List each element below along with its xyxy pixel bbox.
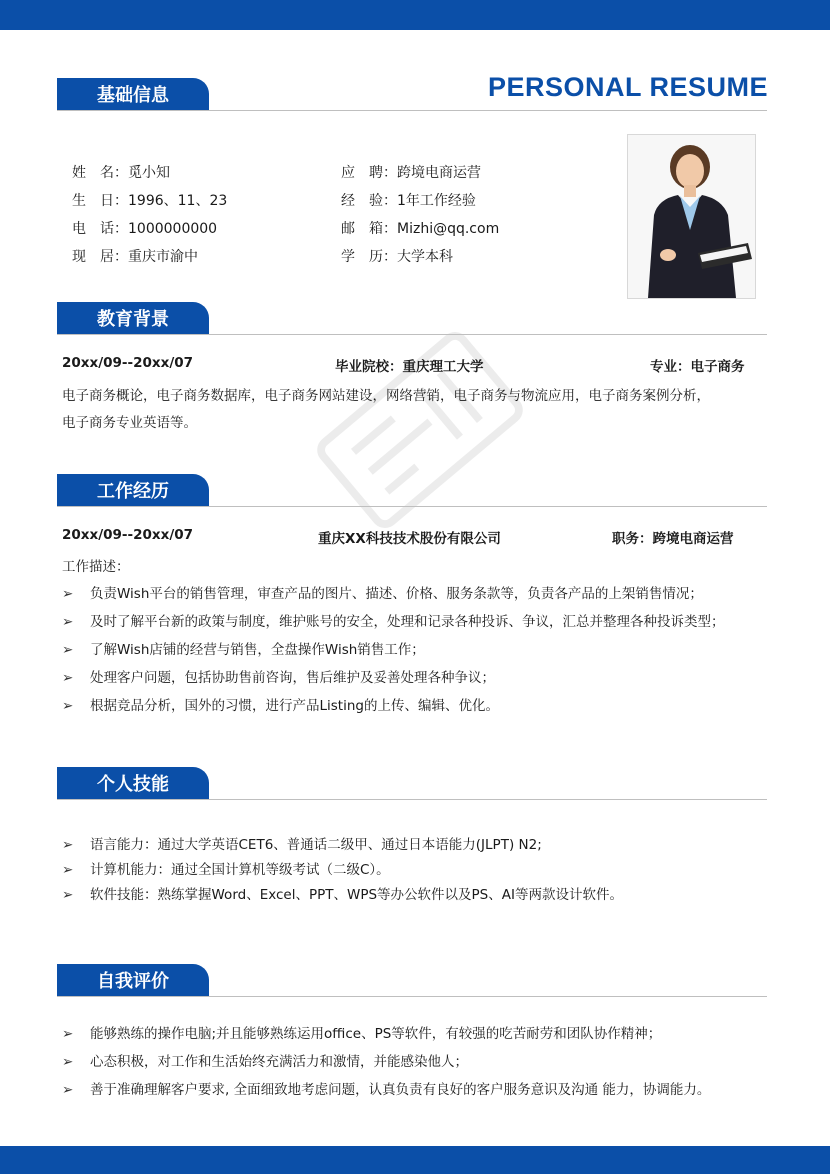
list-item [62, 666, 495, 686]
section-title-education: 教育背景 [57, 302, 209, 334]
list-item [62, 582, 703, 602]
section-divider [57, 506, 767, 507]
person-avatar-icon [628, 135, 755, 298]
list-item [62, 1050, 468, 1070]
bottom-accent-bar [0, 1146, 830, 1174]
arrow-bullet-icon: ➢ [62, 1054, 74, 1070]
section-divider [57, 799, 767, 800]
arrow-bullet-icon: ➢ [62, 698, 74, 714]
info-label: 现 居： [72, 249, 128, 265]
education-period: 20xx/09--20xx/07 [62, 355, 194, 371]
list-item [62, 1022, 661, 1042]
info-value: 觅小知 [128, 165, 170, 181]
list-item-text: 计算机能力：通过全国计算机等级考试（二级C）。 [90, 862, 390, 878]
section-divider [57, 334, 767, 335]
list-item-text: 心态积极，对工作和生活始终充满活力和激情，并能感染他人； [90, 1054, 468, 1070]
arrow-bullet-icon: ➢ [62, 586, 74, 602]
info-value: 跨境电商运营 [397, 165, 481, 181]
section-skills [57, 767, 767, 801]
arrow-bullet-icon: ➢ [62, 1082, 74, 1098]
info-value: 1000000000 [128, 221, 218, 237]
info-label: 生 日： [72, 193, 128, 209]
work-company: 重庆XX科技技术股份有限公司 [318, 531, 501, 547]
work-period: 20xx/09--20xx/07 [62, 527, 194, 543]
list-item [62, 638, 425, 658]
info-email [341, 218, 499, 238]
section-divider [57, 110, 767, 111]
list-item [62, 610, 725, 630]
info-birth [72, 190, 227, 210]
arrow-bullet-icon: ➢ [62, 670, 74, 686]
section-self-evaluation [57, 964, 767, 998]
section-title-work: 工作经历 [57, 474, 209, 506]
list-item-text: 了解Wish店铺的经营与销售，全盘操作Wish销售工作； [90, 642, 425, 658]
arrow-bullet-icon: ➢ [62, 862, 74, 878]
list-item-text: 能够熟练的操作电脑;并且能够熟练运用office、PS等软件，有较强的吃苦耐劳和团队协作精神； [90, 1026, 662, 1042]
resume-title: PERSONAL RESUME [487, 72, 768, 102]
section-title-basic: 基础信息 [57, 78, 209, 110]
section-title-skills: 个人技能 [57, 767, 209, 799]
section-divider [57, 996, 767, 997]
info-address [72, 246, 198, 266]
list-item [62, 1078, 710, 1098]
list-item-text: 负责Wish平台的销售管理，审查产品的图片、描述、价格、服务条款等，负责各产品的上架销售情况； [90, 586, 703, 602]
info-value: Mizhi@qq.com [397, 221, 500, 237]
arrow-bullet-icon: ➢ [62, 1026, 74, 1042]
education-major: 专业：电子商务 [650, 359, 745, 375]
info-label: 姓 名： [72, 165, 128, 181]
watermark-icon [290, 300, 550, 560]
list-item [62, 883, 623, 903]
info-education [341, 246, 453, 266]
info-label: 电 话： [72, 221, 128, 237]
list-item [62, 694, 499, 714]
arrow-bullet-icon: ➢ [62, 837, 74, 853]
top-accent-bar [0, 0, 830, 30]
arrow-bullet-icon: ➢ [62, 887, 74, 903]
info-name [72, 162, 170, 182]
list-item-text: 根据竞品分析，国外的习惯，进行产品Listing的上传、编辑、优化。 [90, 698, 499, 714]
info-label: 学 历： [341, 249, 397, 265]
section-basic-info [57, 78, 767, 112]
education-courses: 电子商务概论，电子商务数据库，电子商务网站建设，网络营销，电子商务与物流应用，电子商务案例分析， [62, 388, 710, 404]
education-school: 毕业院校：重庆理工大学 [335, 359, 484, 375]
work-position: 职务：跨境电商运营 [612, 531, 734, 547]
section-work [57, 474, 767, 508]
info-phone [72, 218, 217, 238]
profile-photo [627, 134, 756, 299]
education-courses-cont: 电子商务专业英语等。 [62, 415, 197, 431]
info-value: 大学本科 [397, 249, 453, 265]
list-item-text: 及时了解平台新的政策与制度，维护账号的安全，处理和记录各种投诉、争议，汇总并整理各种投诉类型； [90, 614, 725, 630]
info-value: 1996、11、23 [128, 193, 228, 209]
work-description-label: 工作描述： [62, 559, 130, 575]
info-value: 重庆市渝中 [128, 249, 198, 265]
info-experience [341, 190, 476, 210]
section-education [57, 302, 767, 336]
info-value: 1年工作经验 [397, 193, 476, 209]
info-job [341, 162, 481, 182]
section-title-self: 自我评价 [57, 964, 209, 996]
arrow-bullet-icon: ➢ [62, 614, 74, 630]
list-item-text: 处理客户问题，包括协助售前咨询，售后维护及妥善处理各种争议； [90, 670, 495, 686]
info-label: 邮 箱： [341, 221, 397, 237]
list-item-text: 语言能力：通过大学英语CET6、普通话二级甲、通过日本语能力(JLPT) N2; [90, 837, 542, 853]
list-item-text: 善于准确理解客户要求, 全面细致地考虑问题，认真负责有良好的客户服务意识及沟通 能力，协调能力。 [90, 1082, 711, 1098]
info-label: 应 聘： [341, 165, 397, 181]
list-item [62, 858, 390, 878]
arrow-bullet-icon: ➢ [62, 642, 74, 658]
info-label: 经 验： [341, 193, 397, 209]
list-item-text: 软件技能：熟练掌握Word、Excel、PPT、WPS等办公软件以及PS、AI等两款设计软件。 [90, 887, 623, 903]
list-item [62, 833, 542, 853]
